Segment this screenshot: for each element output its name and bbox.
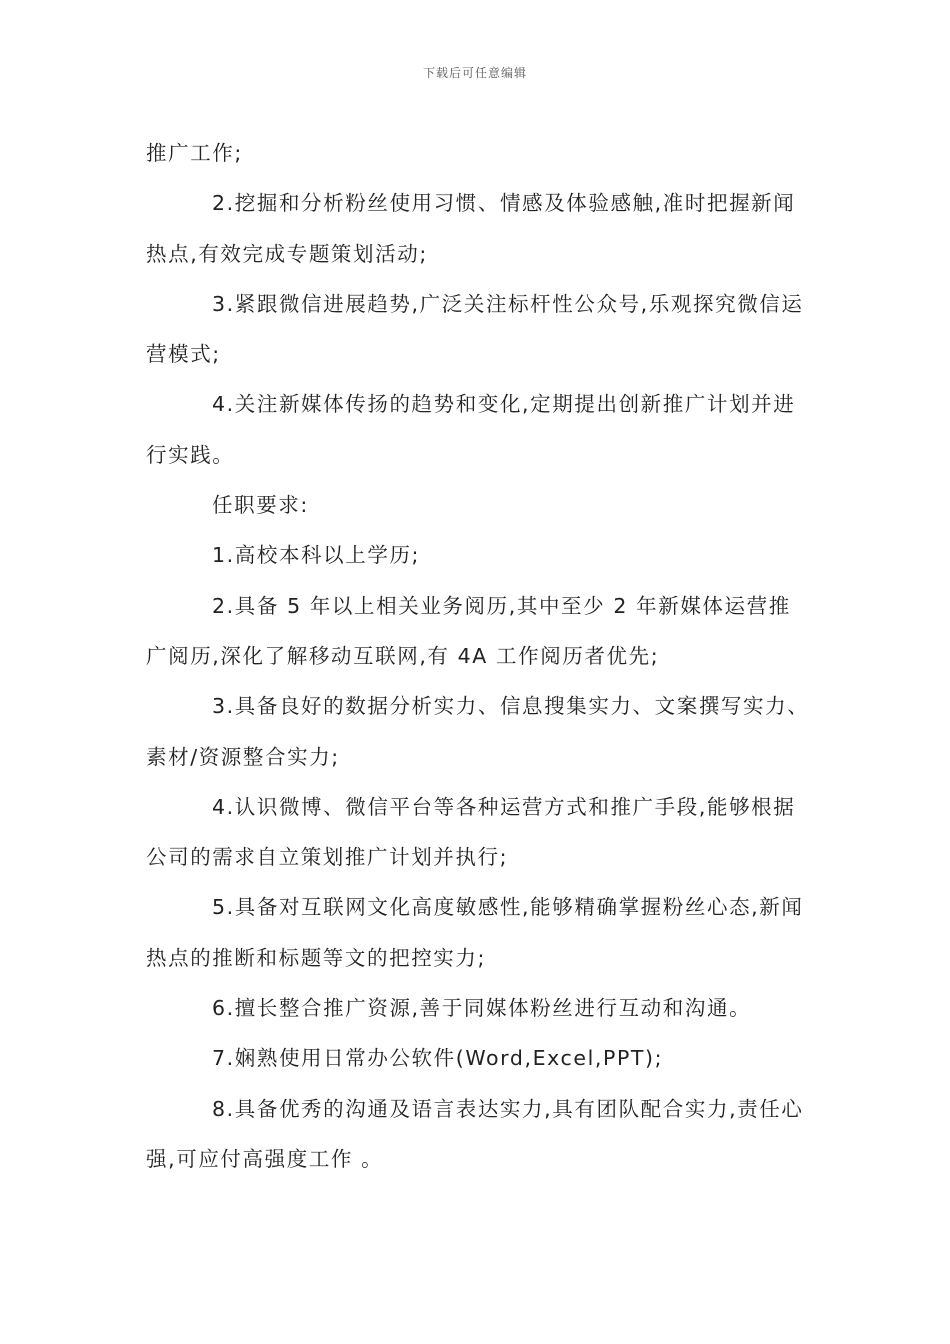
document-body	[146, 128, 810, 1184]
duty-item-2: 2.挖掘和分析粉丝使用习惯、情感及体验感触,准时把握新闻热点,有效完成专题策划活动;	[146, 191, 796, 266]
requirement-item-7: 7.娴熟使用日常办公软件(Word,Excel,PPT);	[212, 1046, 664, 1071]
duty-item-4: 4.关注新媒体传扬的趋势和变化,定期提出创新推广计划并进行实践。	[146, 392, 796, 467]
requirement-item-1: 1.高校本科以上学历;	[212, 543, 421, 568]
requirements-heading: 任职要求:	[212, 493, 309, 518]
requirement-item-3: 3.具备良好的数据分析实力、信息搜集实力、文案撰写实力、素材/资源整合实力;	[146, 694, 810, 769]
paragraph-continuation: 推广工作;	[146, 141, 243, 165]
requirement-item-2: 2.具备 5 年以上相关业务阅历,其中至少 2 年新媒体运营推广阅历,深化了解移动互联网,有 4A 工作阅历者优先;	[146, 593, 791, 668]
duty-item-3: 3.紧跟微信进展趋势,广泛关注标杆性公众号,乐观探究微信运营模式;	[146, 291, 804, 367]
requirement-item-6: 6.擅长整合推广资源,善于同媒体粉丝进行互动和沟通。	[212, 996, 752, 1021]
requirement-item-4: 4.认识微博、微信平台等各种运营方式和推广手段,能够根据公司的需求自立策划推广计划并执行;	[146, 794, 796, 870]
requirement-item-5: 5.具备对互联网文化高度敏感性,能够精确掌握粉丝心态,新闻热点的推断和标题等文的把控实力;	[146, 895, 804, 970]
requirement-item-8: 8.具备优秀的沟通及语言表达实力,具有团队配合实力,责任心强,可应付高强度工作 。	[146, 1096, 804, 1171]
page-header: 下载后可任意编辑	[422, 66, 527, 80]
